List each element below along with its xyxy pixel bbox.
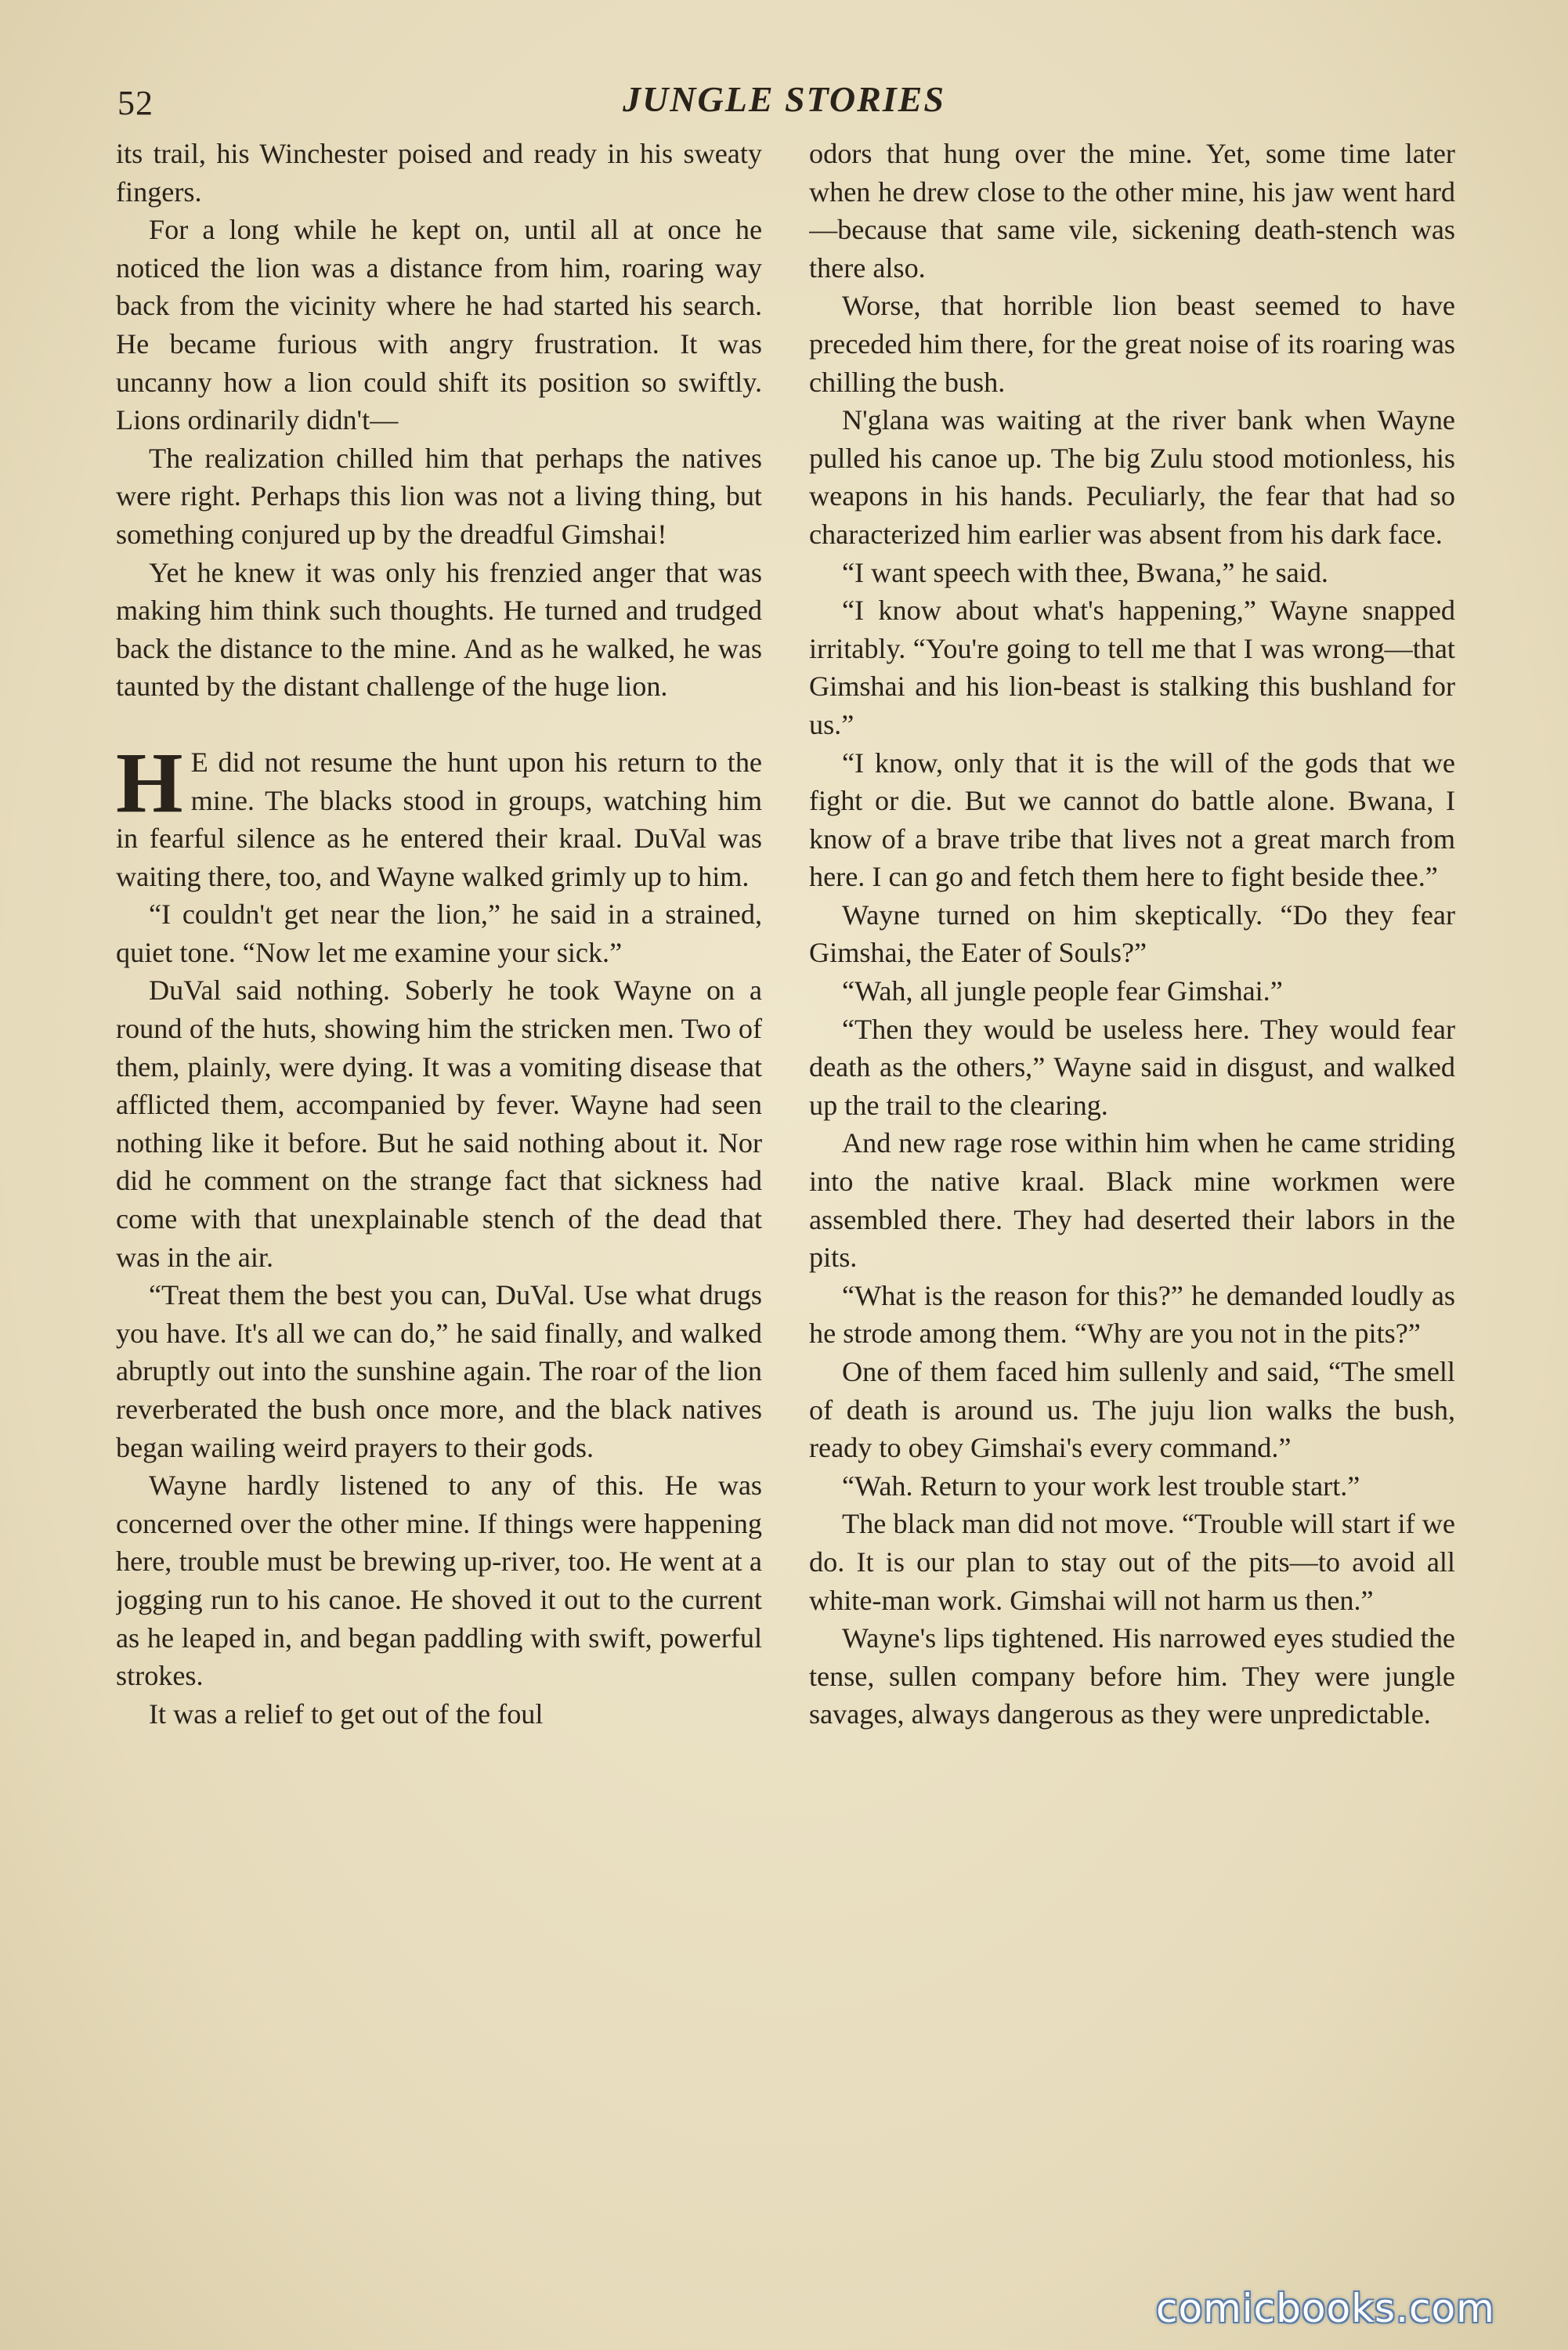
- paragraph: DuVal said nothing. Soberly he took Wayne on a round of the huts, showing him the stricken men. Two of them, plainly, were dying. It was a vomiting disease that afflicted them, accompanied by fever. Wayne had seen nothing like it before. But he said nothing about it. Nor did he comment on the strange fact that sickness had come with that unexplainable stench of the dead that was in the air.: [116, 974, 762, 1273]
- paragraph: Wayne hardly listened to any of this. He was concerned over the other mine. If things were happening here, trouble must be brewing up-river, too. He went at a jogging run to his canoe. He shoved it out to the current as he leaped in, and began paddling with swift, powerful strokes.: [116, 1470, 762, 1692]
- paragraph: “I couldn't get near the lion,” he said in a strained, quiet tone. “Now let me examine your sick.”: [116, 898, 762, 968]
- paragraph: “I want speech with thee, Bwana,” he said.: [842, 556, 1328, 588]
- paragraph: “I know, only that it is the will of the gods that we fight or die. But we cannot do battle alone. Bwana, I know of a brave tribe that lives not a great march from here. I can go and fetch them here to fight beside thee.”: [809, 747, 1455, 893]
- paragraph: For a long while he kept on, until all at once he noticed the lion was a distance from him, roaring way back from the vicinity where he had started his search. He became furious with angry frustration. It was uncanny how a lion could shift its position so swiftly. Lions ordinarily didn't—: [116, 214, 762, 436]
- paragraph: Worse, that horrible lion beast seemed to have preceded him there, for the great noise of its roaring was chilling the bush.: [809, 290, 1455, 398]
- watermark-logo: comicbooks.com: [1156, 2286, 1495, 2331]
- text-column-right: [809, 135, 1455, 2273]
- paragraph: N'glana was waiting at the river bank when Wayne pulled his canoe up. The big Zulu stood motionless, his weapons in his hands. Peculiarly, the fear that had so characterized him earlier was absent from his dark face.: [809, 404, 1455, 550]
- paragraph: The black man did not move. “Trouble will start if we do. It is our plan to stay out of the pits—to avoid all white-man work. Gimshai will not harm us then.”: [809, 1508, 1455, 1616]
- paragraph: Yet he knew it was only his frenzied anger that was making him think such thoughts. He turned and trudged back the distance to the mine. And as he walked, he was taunted by the distant challenge of the huge lion.: [116, 556, 762, 703]
- paragraph: “Wah, all jungle people fear Gimshai.”: [842, 975, 1283, 1007]
- paragraph: “Then they would be useless here. They would fear death as the others,” Wayne said in disgust, and walked up the trail to the clearing.: [809, 1013, 1455, 1121]
- paragraph: Wayne's lips tightened. His narrowed eyes studied the tense, sullen company before him. They were jungle savages, always dangerous as they were unpredictable.: [809, 1622, 1455, 1730]
- paragraph: its trail, his Winchester poised and ready in his sweaty fingers.: [116, 138, 762, 208]
- running-header: [0, 78, 1568, 133]
- paragraph: And new rage rose within him when he came striding into the native kraal. Black mine workmen were assembled there. They had deserted their labors in the pits.: [809, 1127, 1455, 1274]
- paragraph: The realization chilled him that perhaps the natives were right. Perhaps this lion was not a living thing, but something conjured up by the dreadful Gimshai!: [116, 442, 762, 550]
- paragraph: Wayne turned on him skeptically. “Do they fear Gimshai, the Eater of Souls?”: [809, 898, 1455, 969]
- paragraph: “Treat them the best you can, DuVal. Use what drugs you have. It's all we can do,” he said finally, and walked abruptly out into the sunshine again. The roar of the lion reverberated the bush once more, and the black natives began wailing weird prayers to their gods.: [116, 1279, 762, 1463]
- paragraph: One of them faced him sullenly and said, “The smell of death is around us. The juju lion walks the bush, ready to obey Gimshai's every command.”: [809, 1356, 1455, 1464]
- text-column-left: [116, 135, 762, 2273]
- paragraph: “Wah. Return to your work lest trouble start.”: [842, 1470, 1360, 1502]
- paragraph: “What is the reason for this?” he demanded loudly as he strode among them. “Why are you not in the pits?”: [809, 1279, 1455, 1350]
- journal-title: JUNGLE STORIES: [623, 79, 945, 119]
- section-opening-paragraph: HE did not resume the hunt upon his return to the mine. The blacks stood in groups, watching him in fearful silence as he entered their kraal. DuVal was waiting there, too, and Wayne walked grimly up to him.: [116, 734, 762, 892]
- page-number: 52: [117, 84, 154, 122]
- paragraph: odors that hung over the mine. Yet, some time later when he drew close to the other mine, his jaw went hard—because that same vile, sickening death-stench was there also.: [809, 138, 1455, 284]
- paragraph: “I know about what's happening,” Wayne snapped irritably. “You're going to tell me that I was wrong—that Gimshai and his lion-beast is stalking this bushland for us.”: [809, 595, 1455, 740]
- paragraph: It was a relief to get out of the foul: [149, 1697, 544, 1730]
